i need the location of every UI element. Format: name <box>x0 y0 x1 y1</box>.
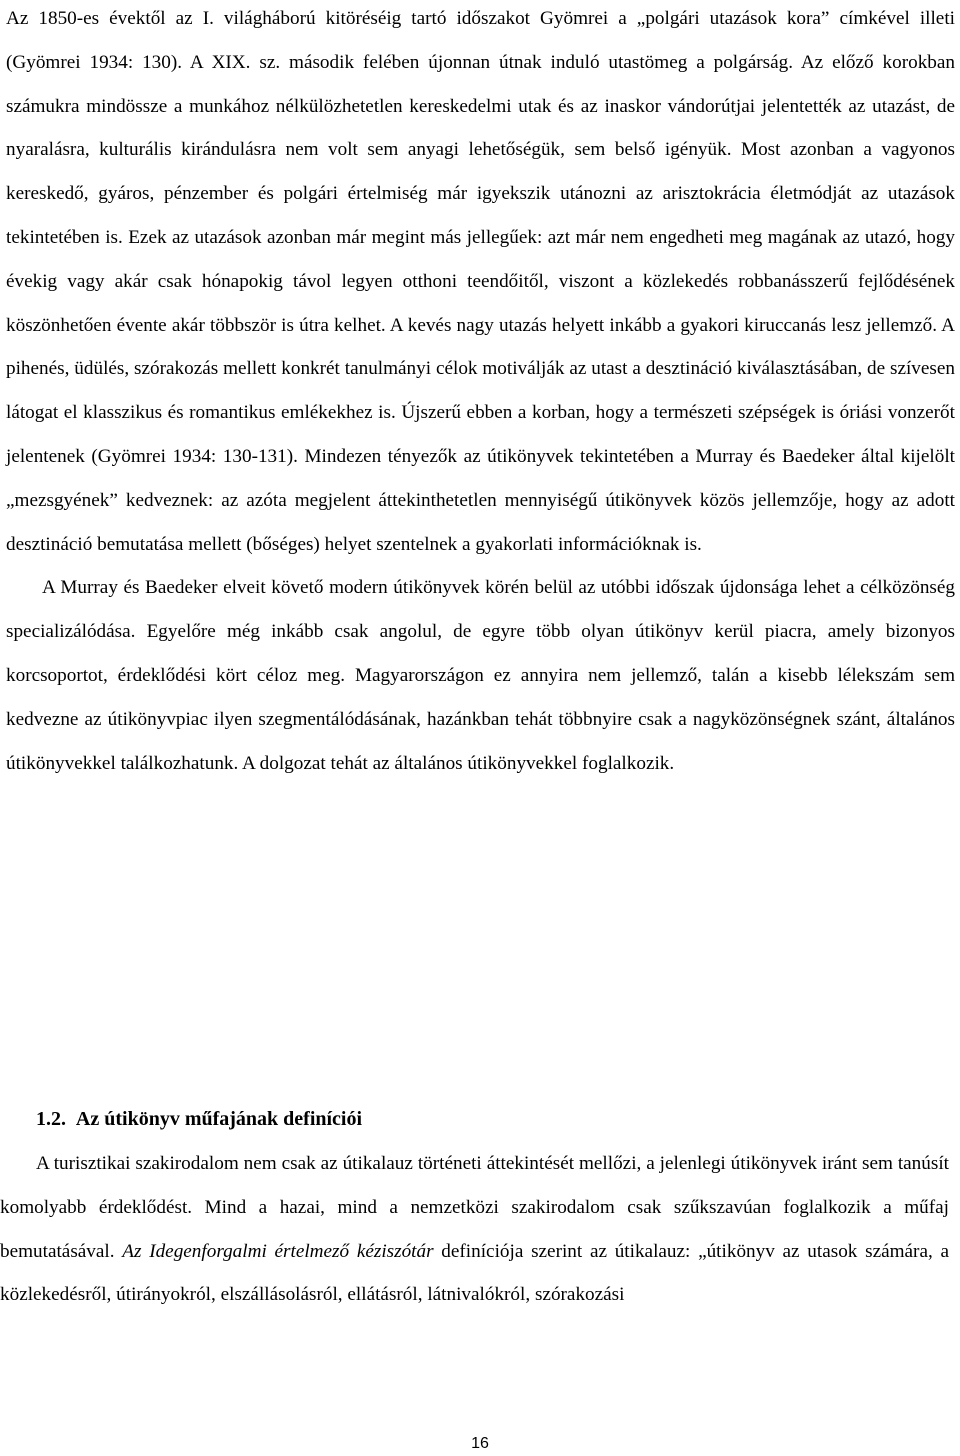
dictionary-title: Az Idegenforgalmi értelmező kéziszótár <box>122 1240 434 1262</box>
section-number: 1.2. <box>36 1108 66 1130</box>
section-heading <box>36 1101 362 1137</box>
section-title: Az útikönyv műfajának definíciói <box>75 1108 363 1130</box>
body-paragraph-3-container <box>0 1142 949 1317</box>
page-number: 16 <box>471 1435 489 1452</box>
body-paragraph-1: Az 1850-es évektől az I. világháború kitöréséig tartó időszakot Gyömrei a „polgári utazások kora” címkével illeti (Gyömrei 1934: 130). A XIX. sz. második felében újonnan útnak induló utastömeg a polgárság. Az előző korokban számukra mindössze a munkához nélkülözhetetlen kereskedelmi utak és az inaskor vándorútjai jelentették az utazást, de nyaralásra, kulturális kirándulásra nem volt sem anyagi lehetőségük, sem belső igényük. Most azonban a vagyonos kereskedő, gyáros, pénzember és polgári értelmiség már igyekszik utánozni az arisztokrácia életmódját az utazások tekintetében is. Ezek az utazások azonban már megint más jellegűek: azt már nem engedheti meg magának az utazó, hogy évekig vagy akár csak hónapokig távol legyen otthoni teendőitől, viszont a közlekedés robbanásszerű fejlődésének köszönhetően évente akár többször is útra kelhet. A kevés nagy utazás helyett inkább a gyakori kiruccanás lesz jellemző. A pihenés, üdülés, szórakozás mellett konkrét tanulmányi célok motiválják az utast a desztináció kiválasztásában, de szívesen látogat el klasszikus és romantikus emlékekhez is. Újszerű ebben a korban, hogy a természeti szépségek is óriási vonzerőt jelentenek (Gyömrei 1934: 130-131). Mindezen tényezők az útikönyvek tekintetében a Murray és Baedeker által kijelölt „mezsgyének” kedveznek: az azóta megjelent áttekinthetetlen mennyiségű útikönyvek közös jellemzője, hogy az adott desztináció bemutatása mellett (bőséges) helyet szentelnek a gyakorlati információknak is. <box>6 8 955 555</box>
body-paragraph-3 <box>0 1142 949 1317</box>
paragraph-3-text-end: definíciója szerint az útikalauz: „útikönyv az utasok számára, a közlekedésről, útirányokról, elszállásolásról, ellátásról, látnivalókról, szórakozási <box>0 1240 950 1306</box>
body-paragraph-2: A Murray és Baedeker elveit követő modern útikönyvek körén belül az utóbbi időszak újdonsága lehet a célközönség specializálódása. Egyelőre még inkább csak angolul, de egyre több olyan útikönyv kerül piacra, amely bizonyos korcsoportot, érdeklődési kört céloz meg. Magyarországon ez annyira nem jellemző, talán a kisebb lélekszám sem kedvezne az útikönyvpiac ilyen szegmentálódásának, hazánkban tehát többnyire csak a nagyközönségnek szánt, általános útikönyvekkel találkozhatunk. A dolgozat tehát az általános útikönyvekkel foglalkozik. <box>6 577 955 774</box>
paragraph-3-text-start: A turisztikai szakirodalom nem csak az útikalauz történeti áttekintését mellőzi, a jelenlegi útikönyvek iránt sem tanúsít komolyabb érdeklődést. Mind a hazai, mind a nemzetközi szakirodalom csak szűkszavúan foglalkozik a műfaj bemutatásával. <box>0 1153 949 1262</box>
document-page <box>6 0 955 785</box>
